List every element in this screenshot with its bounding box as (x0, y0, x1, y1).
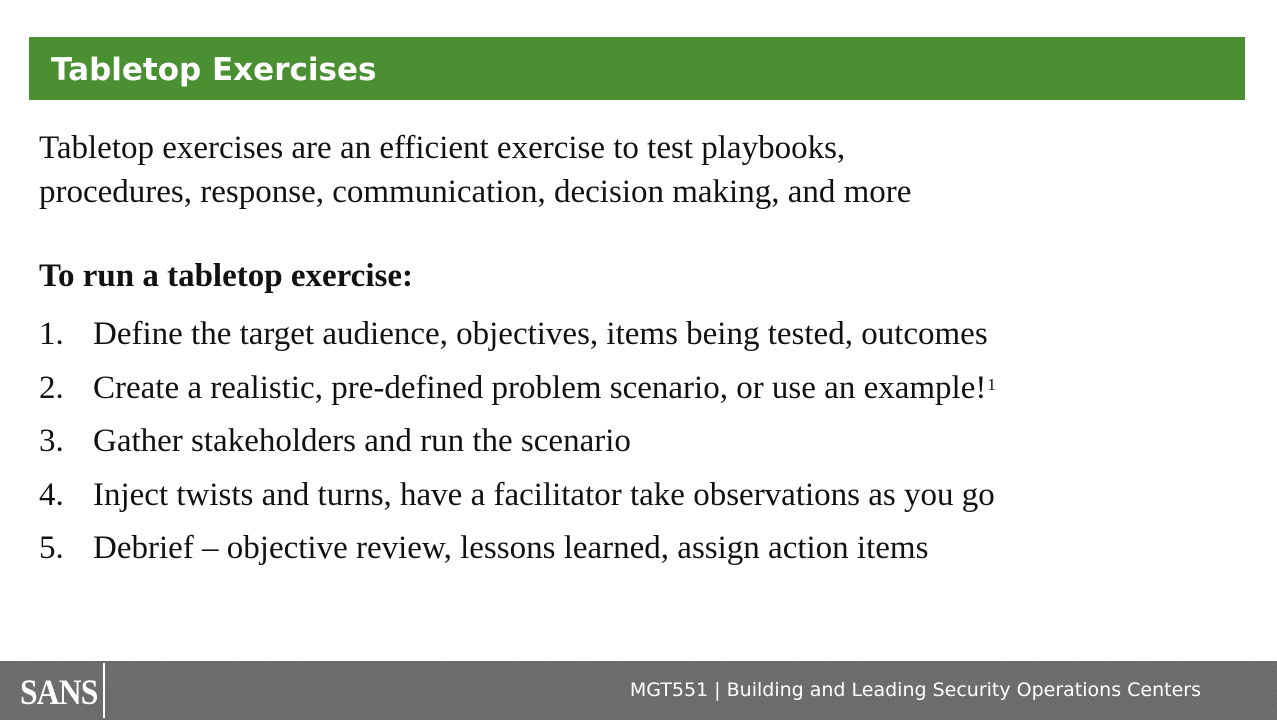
step-number: 2. (39, 369, 64, 406)
step-text: Debrief – objective review, lessons learned, assign action items (93, 530, 929, 566)
list-item (39, 308, 1259, 362)
list-item (39, 415, 1259, 469)
intro-line-1: Tabletop exercises are an efficient exercise to test playbooks, (39, 130, 846, 166)
step-text: Inject twists and turns, have a facilitator take observations as you go (93, 476, 995, 513)
step-text: Create a realistic, pre-defined problem scenario, or use an example! (93, 369, 987, 406)
footer-divider (103, 663, 105, 718)
list-heading: To run a tabletop exercise: (39, 258, 413, 294)
intro-line-2: procedures, response, communication, decision making, and more (39, 174, 912, 210)
step-number: 3. (39, 423, 64, 459)
step-number: 5. (39, 530, 64, 566)
slide-title-bar (29, 37, 1245, 100)
sans-logo: SANS (20, 672, 98, 712)
slide-footer (0, 661, 1277, 720)
list-item (39, 522, 1259, 576)
step-text: Define the target audience, objectives, items being tested, outcomes (93, 316, 988, 352)
course-title: MGT551 | Building and Leading Security Operations Centers (629, 679, 1201, 701)
slide-title: Tabletop Exercises (51, 52, 377, 88)
step-number: 4. (39, 476, 64, 513)
intro-paragraph (39, 126, 1259, 214)
list-item (39, 362, 1259, 416)
slide-body (39, 126, 1259, 576)
step-text: Gather stakeholders and run the scenario (93, 423, 631, 459)
list-item (39, 469, 1259, 523)
footnote-marker: 1 (987, 374, 996, 394)
steps-list (39, 308, 1259, 576)
step-number: 1. (39, 316, 64, 352)
